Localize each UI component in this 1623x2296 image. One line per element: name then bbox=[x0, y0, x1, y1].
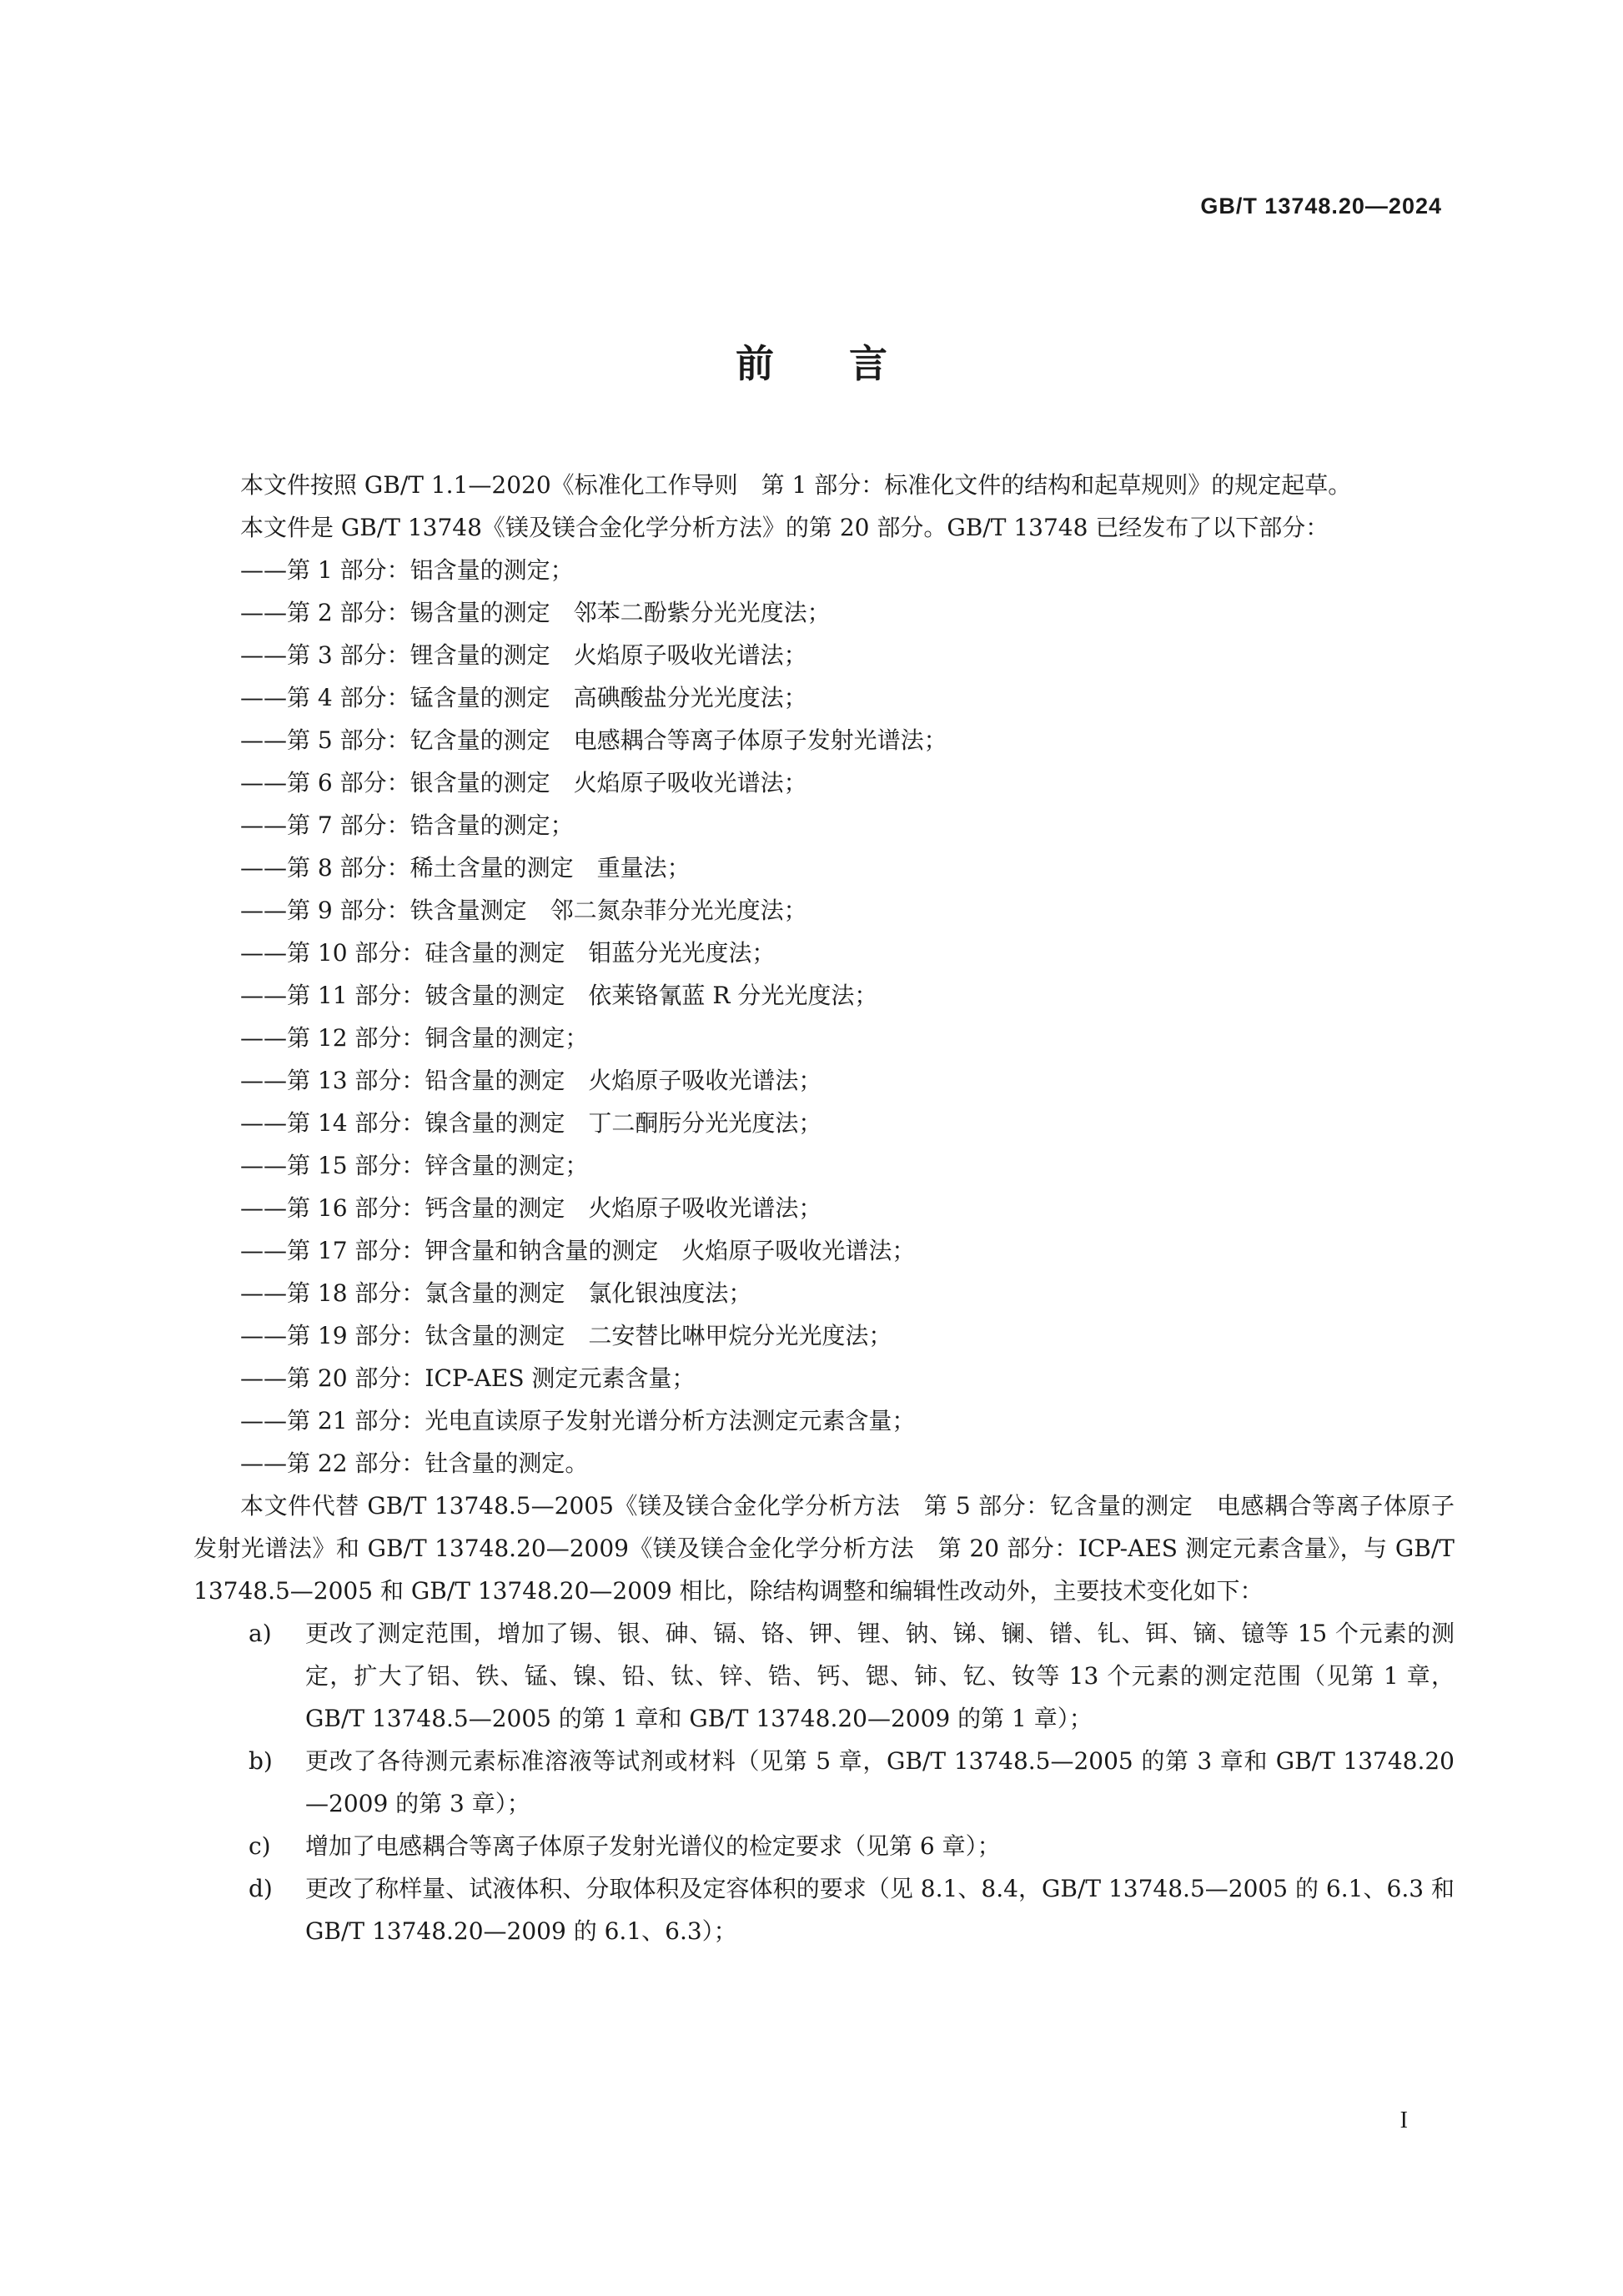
list-item: ——第 20 部分：ICP-AES 测定元素含量； bbox=[240, 1364, 696, 1392]
list-item: ——第 14 部分：镍含量的测定 丁二酮肟分光光度法； bbox=[240, 1109, 822, 1137]
change-item-text: 增加了电感耦合等离子体原子发射光谱仪的检定要求（见第 6 章）； bbox=[305, 1832, 1001, 1860]
list-item: ——第 10 部分：硅含量的测定 钼蓝分光光度法； bbox=[240, 939, 776, 967]
change-item-d bbox=[193, 1867, 1455, 1952]
list-item: ——第 17 部分：钾含量和钠含量的测定 火焰原子吸收光谱法； bbox=[240, 1237, 916, 1264]
change-item-a bbox=[193, 1612, 1455, 1740]
list-item: ——第 6 部分：银含量的测定 火焰原子吸收光谱法； bbox=[240, 769, 807, 796]
page-title: 前言 bbox=[736, 341, 962, 386]
list-item: ——第 3 部分：锂含量的测定 火焰原子吸收光谱法； bbox=[240, 641, 807, 669]
change-item-c bbox=[193, 1825, 1455, 1867]
change-item-marker: c) bbox=[249, 1832, 271, 1860]
technical-changes-list bbox=[193, 1612, 1455, 1952]
list-item: ——第 19 部分：钛含量的测定 二安替比啉甲烷分光光度法； bbox=[240, 1322, 892, 1349]
list-item: ——第 12 部分：铜含量的测定； bbox=[240, 1024, 589, 1052]
paragraph-replacement: 本文件代替 GB/T 13748.5—2005《镁及镁合金化学分析方法 第 5 部分：钇含量的测定 电感耦合等离子体原子发射光谱法》和 GB/T 13748.20—2009《镁及镁合金化学分析方法 第 20 部分：ICP-AES 测定元素含量》，与 GB/T 13748.5—2005 和 GB/T 13748.20—2009 相比，除结构调整和编辑性改动外，主要技术变化如下： bbox=[193, 1492, 1455, 1605]
list-item: ——第 15 部分：锌含量的测定； bbox=[240, 1152, 589, 1179]
paragraph-series-intro: 本文件是 GB/T 13748《镁及镁合金化学分析方法》的第 20 部分。GB/T 13748 已经发布了以下部分： bbox=[240, 514, 1329, 541]
change-item-marker: d) bbox=[249, 1875, 273, 1902]
change-item-text: 更改了称样量、试液体积、分取体积及定容体积的要求（见 8.1、8.4，GB/T 13748.5—2005 的 6.1、6.3 和 GB/T 13748.20—2009 的 6.1、6.3）； bbox=[305, 1875, 1455, 1945]
list-item: ——第 16 部分：钙含量的测定 火焰原子吸收光谱法； bbox=[240, 1194, 822, 1222]
list-item: ——第 1 部分：铝含量的测定； bbox=[240, 556, 574, 584]
list-item: ——第 18 部分：氯含量的测定 氯化银浊度法； bbox=[240, 1279, 752, 1307]
page-number: I bbox=[1399, 2108, 1408, 2133]
list-item: ——第 13 部分：铅含量的测定 火焰原子吸收光谱法； bbox=[240, 1067, 822, 1094]
list-item: ——第 21 部分：光电直读原子发射光谱分析方法测定元素含量； bbox=[240, 1407, 916, 1434]
change-item-text: 更改了各待测元素标准溶液等试剂或材料（见第 5 章，GB/T 13748.5—2005 的第 3 章和 GB/T 13748.20—2009 的第 3 章）； bbox=[305, 1747, 1455, 1817]
change-item-text: 更改了测定范围，增加了锡、银、砷、镉、铬、钾、锂、钠、锑、镧、镨、钆、铒、镝、镱等 15 个元素的测定，扩大了铝、铁、锰、镍、铅、钛、锌、锆、钙、锶、铈、钇、钕等 13 个元素的测定范围（见第 1 章，GB/T 13748.5—2005 的第 1 章和 GB/T 13748.20—2009 的第 1 章）； bbox=[305, 1620, 1455, 1732]
list-item: ——第 5 部分：钇含量的测定 电感耦合等离子体原子发射光谱法； bbox=[240, 726, 947, 754]
list-item: ——第 8 部分：稀土含量的测定 重量法； bbox=[240, 854, 691, 882]
paragraph-drafting-rules: 本文件按照 GB/T 1.1—2020《标准化工作导则 第 1 部分：标准化文件的结构和起草规则》的规定起草。 bbox=[240, 471, 1352, 499]
change-item-b bbox=[193, 1740, 1455, 1825]
list-item: ——第 7 部分：锆含量的测定； bbox=[240, 811, 574, 839]
list-item: ——第 4 部分：锰含量的测定 高碘酸盐分光光度法； bbox=[240, 684, 807, 711]
list-item: ——第 9 部分：铁含量测定 邻二氮杂菲分光光度法； bbox=[240, 897, 807, 924]
document-body bbox=[193, 464, 1455, 1952]
change-item-marker: b) bbox=[249, 1747, 273, 1775]
list-item: ——第 22 部分：钍含量的测定。 bbox=[240, 1449, 589, 1477]
list-item: ——第 2 部分：锡含量的测定 邻苯二酚紫分光光度法； bbox=[240, 599, 831, 626]
list-item: ——第 11 部分：铍含量的测定 依莱铬氰蓝 R 分光光度法； bbox=[240, 982, 878, 1009]
parts-list bbox=[193, 549, 1455, 1485]
change-item-marker: a) bbox=[249, 1620, 272, 1647]
document-code: GB/T 13748.20—2024 bbox=[1200, 193, 1442, 219]
